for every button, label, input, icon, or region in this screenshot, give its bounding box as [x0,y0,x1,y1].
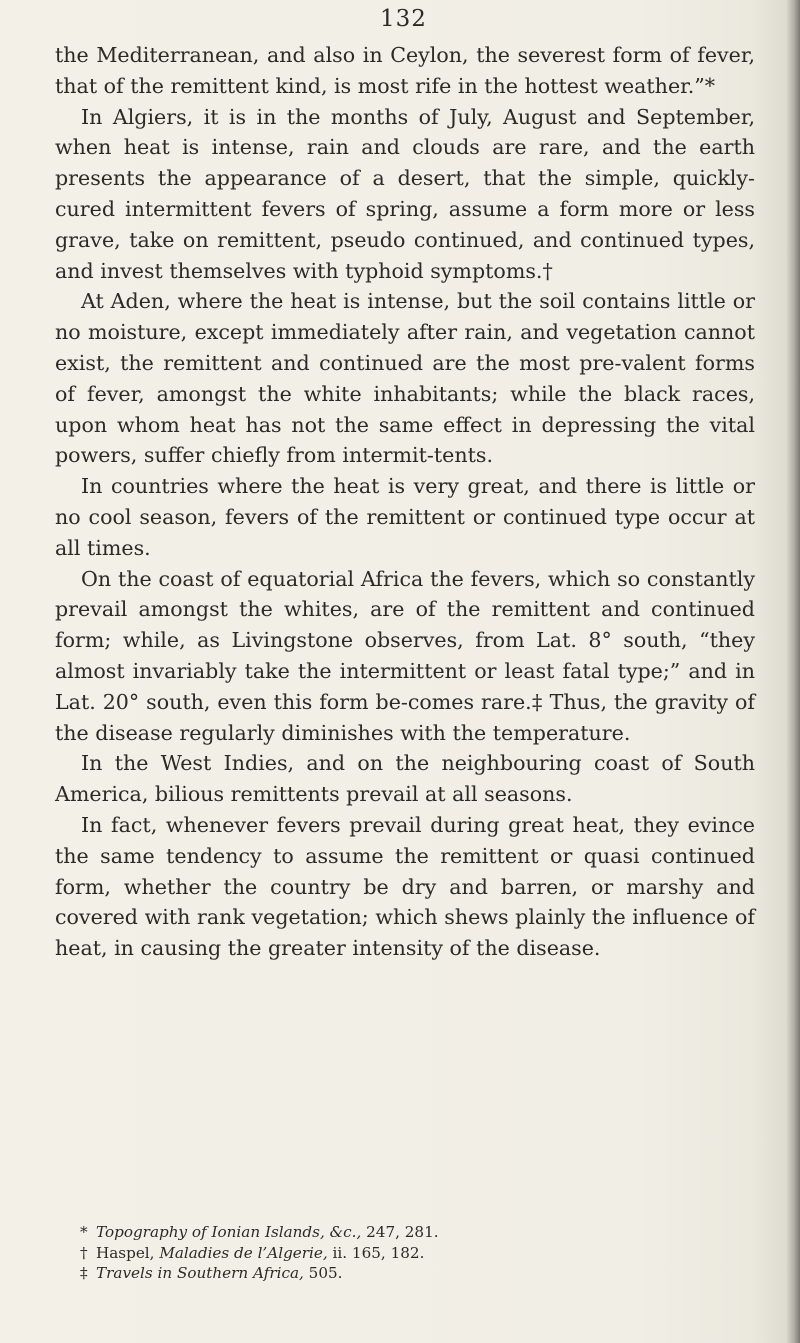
footnote-mark: * [80,1223,88,1241]
footnote-title: Topography of Ionian Islands, &c., [96,1223,362,1241]
body-text [55,40,755,964]
footnote [80,1263,720,1284]
page-number: 132 [380,6,427,32]
footnote-mark: † [80,1243,88,1262]
paragraph-hot-countries: In countries where the heat is very great, and there is little or no cool season, fevers of the remittent or continued type occur at all times. [55,474,755,560]
footnote-mark: ‡ [80,1264,88,1283]
page-edge-shadow [786,0,800,1343]
footnote-reference: 247, 281. [361,1223,439,1241]
footnote-reference: 505. [303,1264,343,1283]
paragraph-west-indies: In the West Indies, and on the neighbouring coast of South America, bilious remittents prevail at all seasons. [55,751,755,807]
paragraph-aden: At Aden, where the heat is intense, but the soil contains little or no moisture, except immediately after rain, and vegetation cannot exist, the remittent and continued are the most pre-valent forms of fever, amongst the white inhabitants; while the black races, upon whom heat has not the same effect in depressing the vital powers, suffer chiefly from intermit-tents. [55,289,755,468]
footnote [80,1222,720,1243]
footnotes [80,1222,720,1284]
footnote-title: Travels in Southern Africa, [96,1264,304,1283]
footnote-title: Maladies de l’Algerie, [159,1243,328,1262]
footnote [80,1243,720,1264]
paragraph-conclusion: In fact, whenever fevers prevail during great heat, they evince the same tendency to assume the remittent or quasi continued form, whether the country be dry and barren, or marshy and covered with rank vegetation; which shews plainly the influence of heat, in causing the greater intensity of the disease. [55,812,755,961]
paragraph-algiers: In Algiers, it is in the months of July, August and September, when heat is intense, rain and clouds are rare, and the earth presents the appearance of a desert, that the simple, quickly-cured intermittent fevers of spring, assume a form more or less grave, take on remittent, pseudo continued, and continued types, and invest themselves with typhoid symptoms.† [55,104,755,283]
paragraph-equatorial-africa: On the coast of equatorial Africa the fevers, which so constantly prevail amongst the whites, are of the remittent and continued form; while, as Livingstone observes, from Lat. 8° south, “they almost invariably take the intermittent or least fatal type;” and in Lat. 20° south, even this form be-comes rare.‡ Thus, the gravity of the disease regularly diminishes with the temperature. [55,566,755,745]
paragraph-continuation: the Mediterranean, and also in Ceylon, the severest form of fever, that of the remittent kind, is most rife in the hottest weather.”* [55,43,755,98]
footnote-reference: ii. 165, 182. [327,1243,425,1262]
footnote-author: Haspel, [96,1243,160,1262]
